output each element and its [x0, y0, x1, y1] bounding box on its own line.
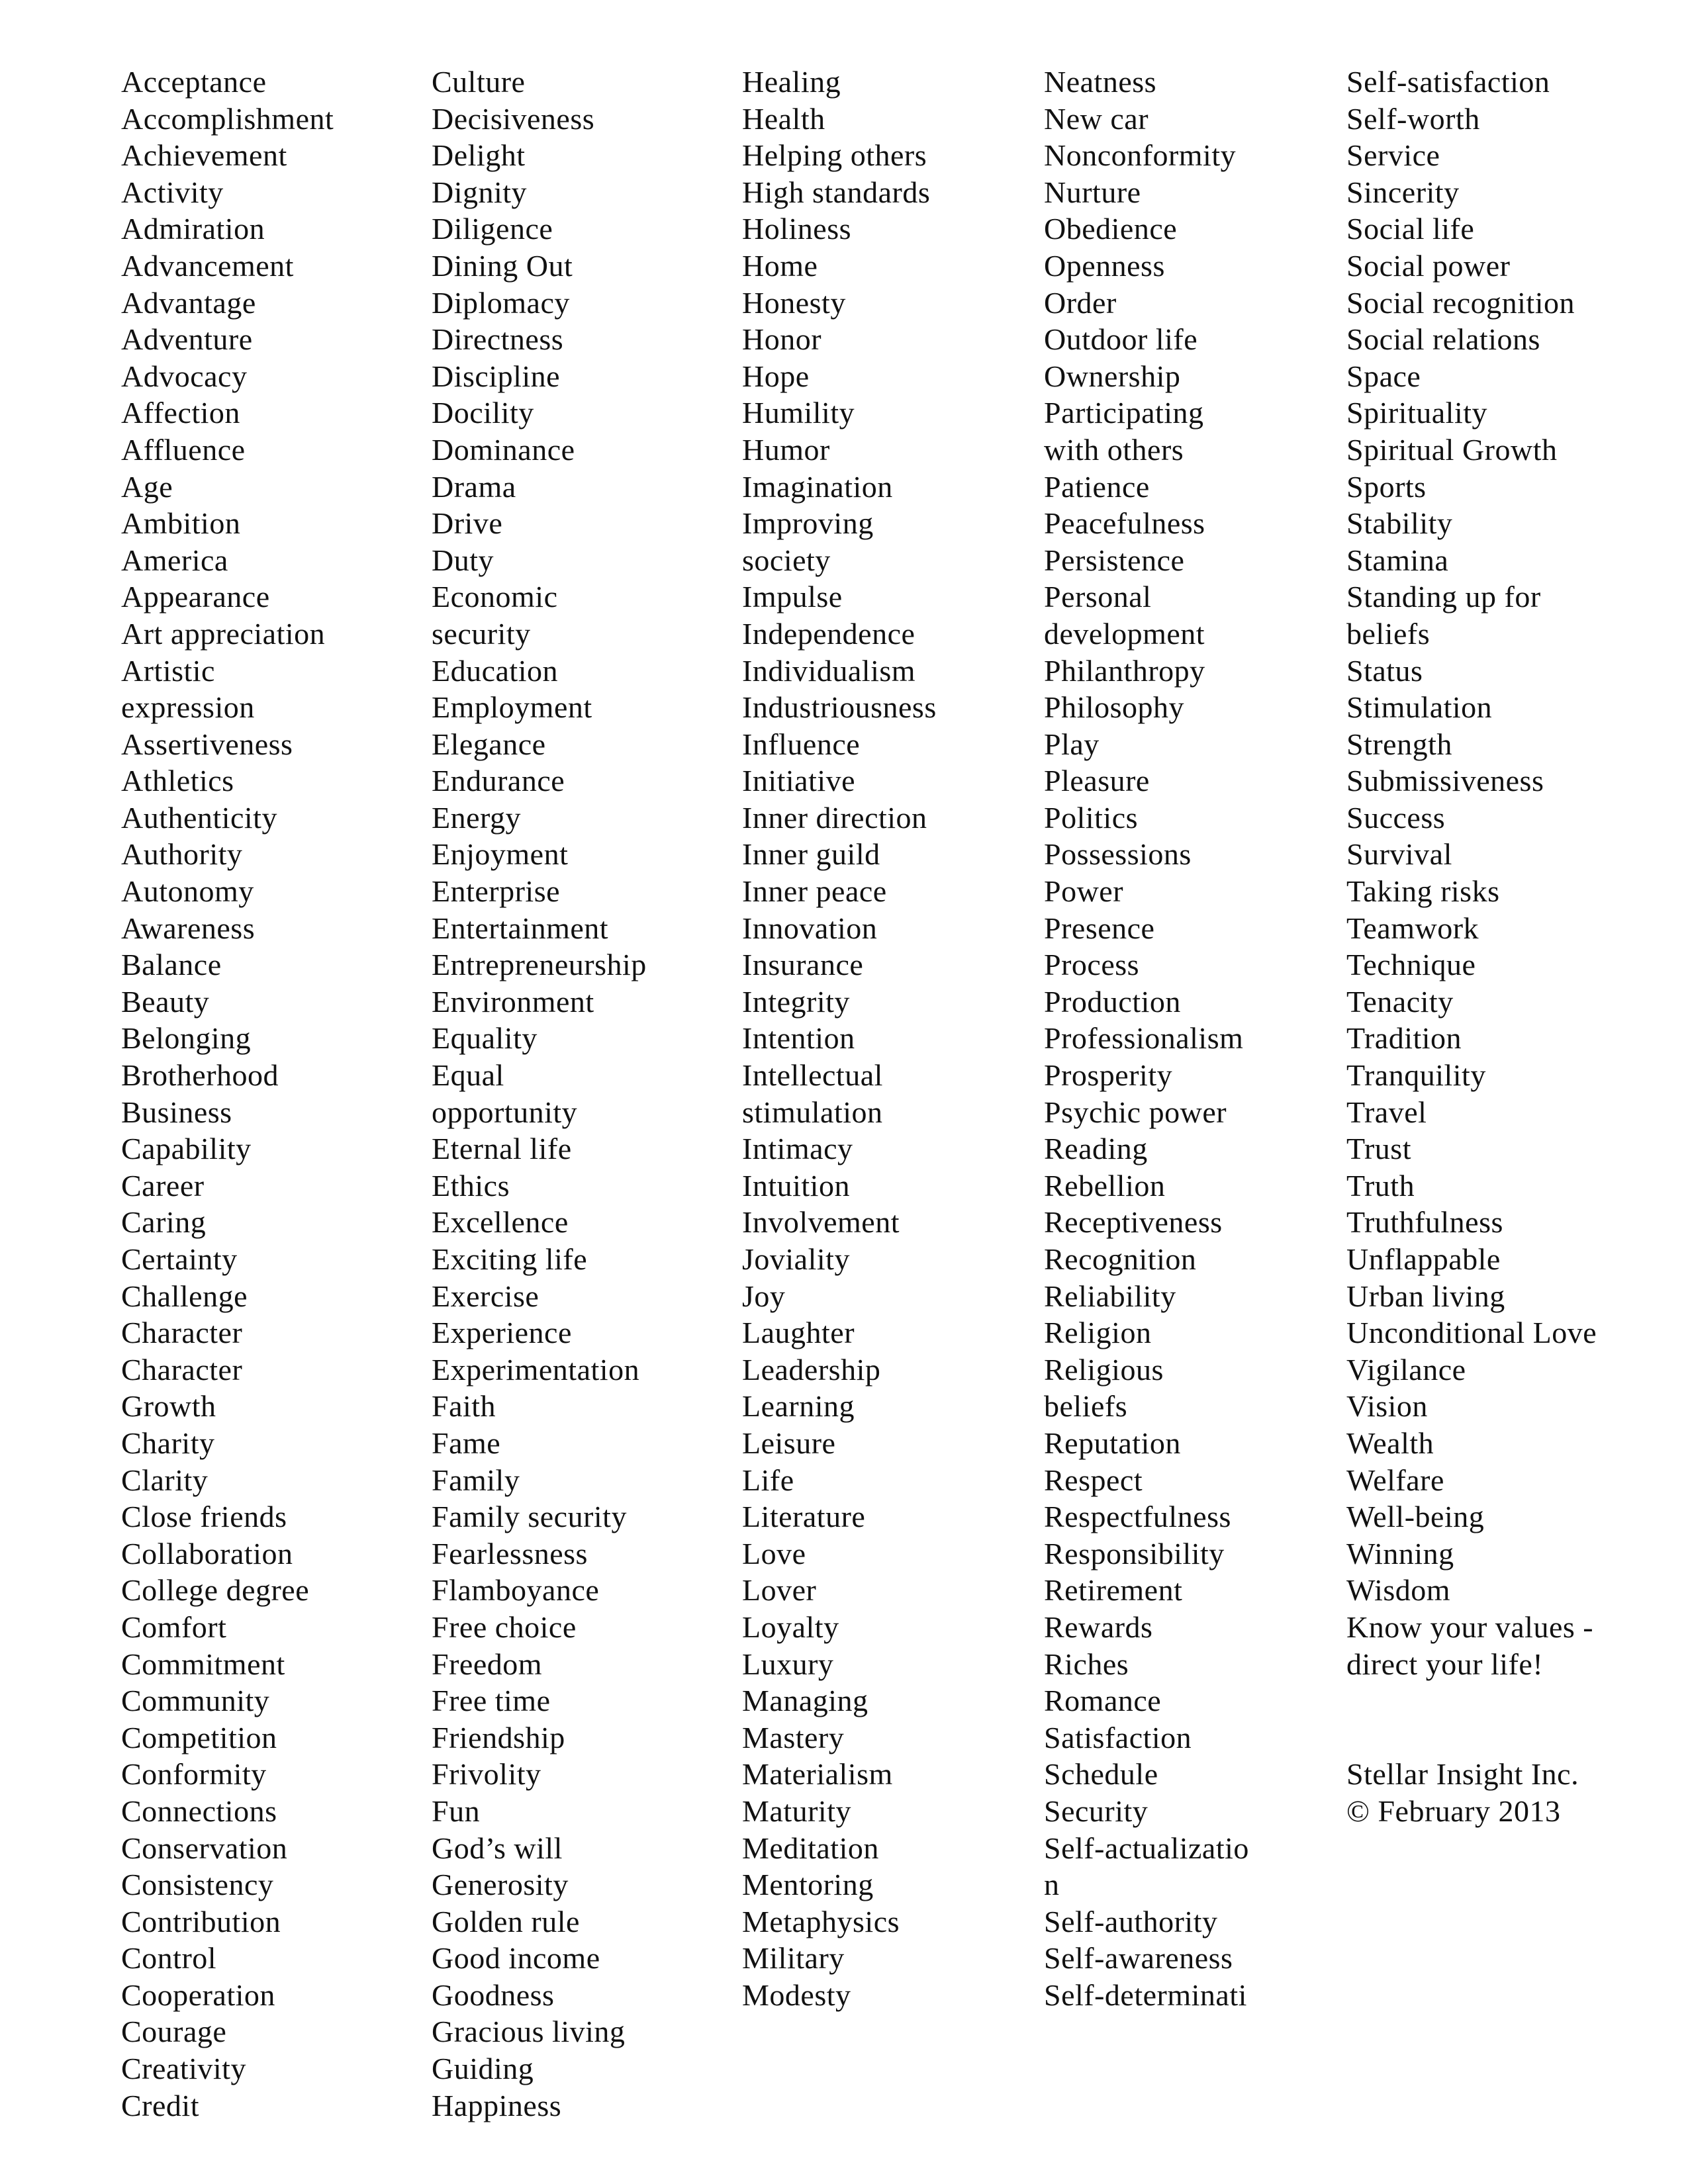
value-item: Politics [1044, 800, 1139, 835]
value-item: Admiration [121, 212, 265, 246]
value-item: Dominance [432, 432, 575, 467]
value-item: Self-worth [1346, 101, 1480, 136]
value-item: Neatness [1044, 65, 1157, 99]
value-item: Diplomacy [432, 285, 570, 320]
value-item: Honesty [742, 285, 846, 320]
value-item: Tenacity [1346, 984, 1454, 1019]
value-item: Free choice [432, 1610, 577, 1644]
value-item: Trust [1346, 1132, 1411, 1166]
value-item: Recognition [1044, 1242, 1197, 1276]
value-item: Holiness [742, 212, 851, 246]
value-item: Contribution [121, 1904, 281, 1938]
value-item: Advocacy [121, 359, 248, 393]
value-item: Self-satisfaction [1346, 65, 1550, 99]
value-item: Free time [432, 1684, 551, 1718]
value-item: Family [432, 1463, 520, 1497]
value-item: Affluence [121, 432, 246, 467]
value-item: Ethics [432, 1168, 510, 1203]
value-item: Submissiveness [1346, 764, 1544, 798]
value-item: Comfort [121, 1610, 227, 1644]
value-item: with others [1044, 432, 1184, 467]
value-item: Rewards [1044, 1610, 1153, 1644]
value-item: Clarity [121, 1463, 209, 1497]
value-item: Capability [121, 1132, 252, 1166]
value-item: Environment [432, 984, 594, 1019]
value-item: Brotherhood [121, 1058, 279, 1093]
value-item: Professionalism [1044, 1021, 1244, 1056]
value-item: Appearance [121, 580, 270, 614]
value-item: Autonomy [121, 874, 254, 909]
value-item: Intention [742, 1021, 855, 1056]
value-item: Challenge [121, 1279, 248, 1313]
value-item: Career [121, 1168, 205, 1203]
value-item: America [121, 543, 228, 577]
value-item: Managing [742, 1684, 868, 1718]
value-item: Duty [432, 543, 494, 577]
value-item: Religious [1044, 1352, 1164, 1387]
value-item: Cooperation [121, 1978, 275, 2012]
value-item: Inner peace [742, 874, 887, 909]
value-item: Modesty [742, 1978, 851, 2012]
value-item: Spirituality [1346, 396, 1487, 430]
value-item: Community [121, 1684, 270, 1718]
value-item: Tranquility [1346, 1058, 1486, 1093]
value-item: Competition [121, 1720, 277, 1754]
value-item: Generosity [432, 1868, 569, 1902]
value-item: Retirement [1044, 1573, 1183, 1608]
value-item: Order [1044, 285, 1117, 320]
value-item: Gracious living [432, 2015, 626, 2049]
value-item: Authority [121, 837, 243, 872]
value-item: Innovation [742, 911, 878, 945]
values-column-4 [1044, 64, 1249, 2013]
value-item: Unconditional Love [1346, 1316, 1597, 1350]
value-item: Lover [742, 1573, 817, 1608]
value-item: Business [121, 1095, 232, 1129]
value-item: Social relations [1346, 322, 1540, 357]
value-item: Accomplishment [121, 101, 334, 136]
value-item: Space [1346, 359, 1421, 393]
value-item: Leadership [742, 1352, 881, 1387]
values-column-2 [432, 64, 647, 2124]
value-item [1346, 1682, 1597, 1719]
value-item: Drive [432, 506, 503, 541]
value-item: Intellectual [742, 1058, 883, 1093]
value-item: Taking risks [1346, 874, 1500, 909]
values-column-5 [1346, 64, 1597, 1830]
value-item: Character [121, 1316, 243, 1350]
value-item: Persistence [1044, 543, 1185, 577]
value-item: Peacefulness [1044, 506, 1205, 541]
value-item: Wisdom [1346, 1573, 1451, 1608]
value-item: Love [742, 1536, 806, 1570]
value-item: security [432, 616, 531, 651]
value-item: Vision [1346, 1389, 1428, 1424]
value-item: Patience [1044, 469, 1150, 504]
value-item: Religion [1044, 1316, 1152, 1350]
value-item: direct your life! [1346, 1647, 1544, 1681]
value-item: Truthfulness [1346, 1205, 1503, 1240]
value-item: Home [742, 248, 818, 283]
value-item: Golden rule [432, 1904, 580, 1938]
value-item: Experimentation [432, 1352, 640, 1387]
value-item: Culture [432, 65, 526, 99]
value-item: Sports [1346, 469, 1427, 504]
value-item: Advantage [121, 285, 256, 320]
value-item: Good income [432, 1941, 600, 1976]
value-item: Beauty [121, 984, 210, 1019]
value-item: Certainty [121, 1242, 238, 1276]
value-item: Stimulation [1346, 690, 1493, 725]
value-item: Teamwork [1346, 911, 1479, 945]
value-item: Intimacy [742, 1132, 853, 1166]
value-item: Ambition [121, 506, 241, 541]
value-item: Responsibility [1044, 1536, 1225, 1570]
value-item: Drama [432, 469, 516, 504]
value-item: Conformity [121, 1757, 267, 1792]
value-item: Fame [432, 1426, 501, 1460]
value-item: Assertiveness [121, 727, 293, 761]
value-item: Nonconformity [1044, 138, 1237, 173]
value-item: Success [1346, 800, 1446, 835]
value-item: Education [432, 653, 558, 688]
value-item: Art appreciation [121, 616, 326, 651]
value-item: Joy [742, 1279, 786, 1313]
value-item: Meditation [742, 1831, 879, 1865]
value-item: Materialism [742, 1757, 893, 1792]
value-item: Romance [1044, 1684, 1162, 1718]
value-item: Excellence [432, 1205, 569, 1240]
value-item: Goodness [432, 1978, 555, 2012]
value-item: Respect [1044, 1463, 1143, 1497]
value-item: Collaboration [121, 1536, 293, 1570]
value-item: Winning [1346, 1536, 1454, 1570]
value-item: Commitment [121, 1647, 285, 1681]
value-item: Insurance [742, 948, 864, 982]
value-item: Health [742, 101, 825, 136]
value-item: Intuition [742, 1168, 850, 1203]
value-item: Technique [1346, 948, 1476, 982]
value-item: Urban living [1346, 1279, 1505, 1313]
value-item: Satisfaction [1044, 1720, 1192, 1754]
value-item: Rebellion [1044, 1168, 1166, 1203]
value-item: Self-authority [1044, 1904, 1218, 1938]
value-item: Fun [432, 1794, 481, 1828]
value-item: Docility [432, 396, 534, 430]
value-item: © February 2013 [1346, 1794, 1561, 1828]
value-item: Respectfulness [1044, 1500, 1231, 1534]
value-item: Outdoor life [1044, 322, 1198, 357]
value-item: Entertainment [432, 911, 609, 945]
value-item: Know your values - [1346, 1610, 1594, 1644]
value-item: Achievement [121, 138, 287, 173]
value-item: Friendship [432, 1720, 565, 1754]
value-item: Close friends [121, 1500, 287, 1534]
value-item: Industriousness [742, 690, 937, 725]
value-item: Self-determinati [1044, 1978, 1247, 2012]
value-item: Ownership [1044, 359, 1181, 393]
value-item: Creativity [121, 2052, 246, 2086]
value-item: Exercise [432, 1279, 539, 1313]
value-item: Caring [121, 1205, 207, 1240]
value-item: Dining Out [432, 248, 573, 283]
value-item: Adventure [121, 322, 253, 357]
value-item: Inner direction [742, 800, 927, 835]
value-item: God’s will [432, 1831, 563, 1865]
value-item: Truth [1346, 1168, 1415, 1203]
value-item: Travel [1346, 1095, 1427, 1129]
value-item: Fearlessness [432, 1536, 588, 1570]
value-item: Dignity [432, 175, 528, 209]
value-item: Experience [432, 1316, 572, 1350]
value-item: Service [1346, 138, 1440, 173]
value-item: Authenticity [121, 800, 277, 835]
value-item: Welfare [1346, 1463, 1444, 1497]
value-item: Philanthropy [1044, 653, 1205, 688]
value-item: stimulation [742, 1095, 883, 1129]
value-item: Self-awareness [1044, 1941, 1233, 1976]
value-item: Presence [1044, 911, 1155, 945]
value-item: development [1044, 616, 1205, 651]
value-item: Equality [432, 1021, 538, 1056]
value-item: Inner guild [742, 837, 880, 872]
value-item [1346, 1719, 1597, 1756]
value-item: Acceptance [121, 65, 267, 99]
value-item: Activity [121, 175, 224, 209]
value-item: opportunity [432, 1095, 578, 1129]
value-item: n [1044, 1868, 1060, 1902]
value-item: Vigilance [1346, 1352, 1466, 1387]
value-item: Leisure [742, 1426, 836, 1460]
value-item: Exciting life [432, 1242, 588, 1276]
value-item: Economic [432, 580, 558, 614]
value-item: Reputation [1044, 1426, 1181, 1460]
value-item: Enterprise [432, 874, 561, 909]
value-item: Guiding [432, 2052, 534, 2086]
value-item: Stellar Insight Inc. [1346, 1757, 1579, 1792]
value-item: Reading [1044, 1132, 1148, 1166]
value-item: Status [1346, 653, 1423, 688]
value-item: Elegance [432, 727, 546, 761]
value-item: Growth [121, 1389, 216, 1424]
value-item: Influence [742, 727, 861, 761]
value-item: Character [121, 1352, 243, 1387]
value-item: Schedule [1044, 1757, 1158, 1792]
value-item: Courage [121, 2015, 227, 2049]
value-item: Psychic power [1044, 1095, 1227, 1129]
value-item: beliefs [1346, 616, 1430, 651]
value-item: Delight [432, 138, 526, 173]
value-item: Initiative [742, 764, 856, 798]
value-item: Mentoring [742, 1868, 874, 1902]
value-item: Diligence [432, 212, 553, 246]
value-item: Wealth [1346, 1426, 1434, 1460]
value-item: Athletics [121, 764, 234, 798]
value-item: Tradition [1346, 1021, 1462, 1056]
value-item: New car [1044, 101, 1149, 136]
value-item: Consistency [121, 1868, 274, 1902]
value-item: Unflappable [1346, 1242, 1501, 1276]
value-item: Charity [121, 1426, 215, 1460]
value-item: Stamina [1346, 543, 1449, 577]
value-item: Affection [121, 396, 240, 430]
value-item: Faith [432, 1389, 496, 1424]
value-item: Metaphysics [742, 1904, 900, 1938]
value-item: Impulse [742, 580, 843, 614]
value-item: Mastery [742, 1720, 845, 1754]
value-item: Age [121, 469, 173, 504]
value-item: Honor [742, 322, 822, 357]
value-item: Credit [121, 2088, 199, 2122]
value-item: Process [1044, 948, 1140, 982]
value-item: Enjoyment [432, 837, 569, 872]
value-item: Spiritual Growth [1346, 432, 1558, 467]
value-item: Involvement [742, 1205, 900, 1240]
value-item: Flamboyance [432, 1573, 600, 1608]
value-item: Nurture [1044, 175, 1141, 209]
value-item: Energy [432, 800, 522, 835]
value-item: Discipline [432, 359, 561, 393]
value-item: Production [1044, 984, 1181, 1019]
values-column-1 [121, 64, 334, 2124]
value-item: Openness [1044, 248, 1165, 283]
value-item: Survival [1346, 837, 1452, 872]
value-item: Literature [742, 1500, 866, 1534]
value-item: Sincerity [1346, 175, 1460, 209]
value-item: Imagination [742, 469, 893, 504]
value-item: Humility [742, 396, 855, 430]
value-item: Pleasure [1044, 764, 1150, 798]
value-item: Riches [1044, 1647, 1129, 1681]
value-item: Joviality [742, 1242, 850, 1276]
value-item: Strength [1346, 727, 1452, 761]
value-item: Equal [432, 1058, 504, 1093]
value-item: Philosophy [1044, 690, 1185, 725]
value-item: Freedom [432, 1647, 543, 1681]
value-item: Well-being [1346, 1500, 1485, 1534]
value-item: Control [121, 1941, 217, 1976]
value-item: Hope [742, 359, 810, 393]
value-item: Loyalty [742, 1610, 839, 1644]
value-item: Reliability [1044, 1279, 1176, 1313]
value-item: Healing [742, 65, 841, 99]
value-item: Possessions [1044, 837, 1192, 872]
value-item: Directness [432, 322, 564, 357]
value-item: Independence [742, 616, 915, 651]
value-item: Play [1044, 727, 1100, 761]
value-item: Personal [1044, 580, 1152, 614]
value-item: Humor [742, 432, 830, 467]
value-item: Maturity [742, 1794, 851, 1828]
value-item: High standards [742, 175, 931, 209]
value-item: Frivolity [432, 1757, 541, 1792]
value-item: society [742, 543, 831, 577]
value-item: Entrepreneurship [432, 948, 647, 982]
value-item: Belonging [121, 1021, 252, 1056]
value-item: Endurance [432, 764, 565, 798]
value-item: Prosperity [1044, 1058, 1173, 1093]
value-item: Social power [1346, 248, 1511, 283]
value-item: Improving [742, 506, 874, 541]
value-item: Awareness [121, 911, 256, 945]
value-item: Participating [1044, 396, 1204, 430]
value-item: Power [1044, 874, 1124, 909]
value-item: Life [742, 1463, 794, 1497]
value-item: Individualism [742, 653, 916, 688]
value-item: Balance [121, 948, 222, 982]
value-item: Advancement [121, 248, 294, 283]
value-item: Happiness [432, 2088, 562, 2122]
value-item: Conservation [121, 1831, 288, 1865]
value-item: Family security [432, 1500, 627, 1534]
value-item: College degree [121, 1573, 310, 1608]
values-column-3 [742, 64, 937, 2013]
value-item: Self-actualizatio [1044, 1831, 1249, 1865]
value-item: expression [121, 690, 255, 725]
value-item: Integrity [742, 984, 850, 1019]
value-item: Eternal life [432, 1132, 572, 1166]
value-item: Social life [1346, 212, 1475, 246]
value-item: Obedience [1044, 212, 1178, 246]
value-item: Luxury [742, 1647, 834, 1681]
value-item: Decisiveness [432, 101, 595, 136]
value-item: Security [1044, 1794, 1149, 1828]
value-item: Military [742, 1941, 845, 1976]
value-item: Learning [742, 1389, 855, 1424]
value-item: Connections [121, 1794, 277, 1828]
value-item: Standing up for [1346, 580, 1541, 614]
value-item: Social recognition [1346, 285, 1575, 320]
value-item: Stability [1346, 506, 1453, 541]
value-item: beliefs [1044, 1389, 1128, 1424]
value-item: Laughter [742, 1316, 855, 1350]
value-item: Artistic [121, 653, 215, 688]
value-item: Employment [432, 690, 592, 725]
value-item: Helping others [742, 138, 927, 173]
value-item: Receptiveness [1044, 1205, 1223, 1240]
